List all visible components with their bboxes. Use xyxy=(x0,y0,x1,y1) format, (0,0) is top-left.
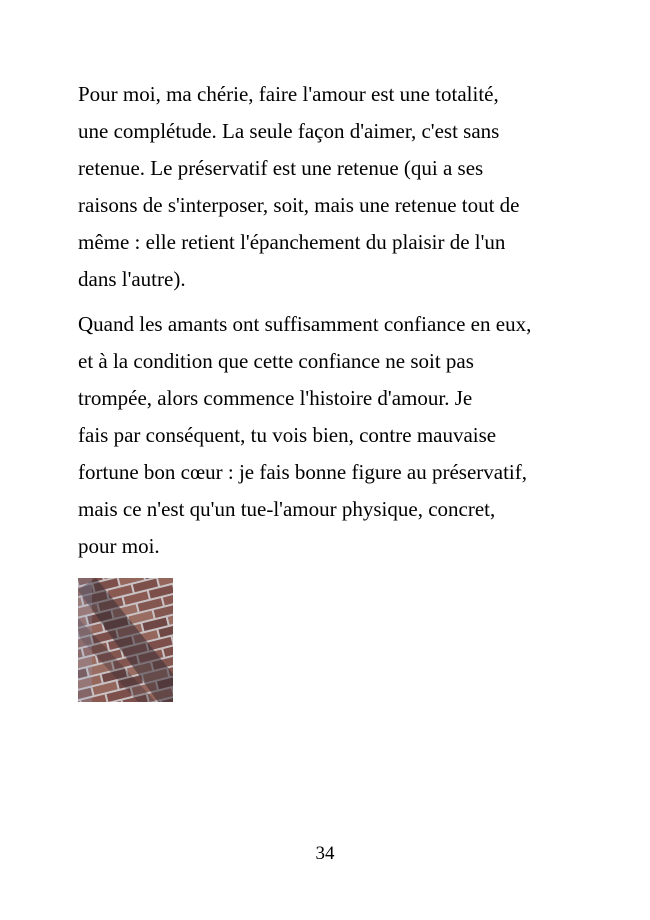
text-line: une complétude. La seule façon d'aimer, c'est sans xyxy=(78,119,500,143)
text-line: même : elle retient l'épanchement du plaisir de l'un xyxy=(78,230,506,254)
text-line: fortune bon cœur : je fais bonne figure au préservatif, xyxy=(78,460,527,484)
paragraph-1 xyxy=(78,76,598,298)
text-line: et à la condition que cette confiance ne soit pas xyxy=(78,349,474,373)
text-line: pour moi. xyxy=(78,534,160,558)
brick-wall-image xyxy=(78,578,173,702)
brick-wall-photo xyxy=(78,578,173,702)
text-line: fais par conséquent, tu vois bien, contre mauvaise xyxy=(78,423,497,447)
text-line: mais ce n'est qu'un tue-l'amour physique, concret, xyxy=(78,497,496,521)
text-line: Quand les amants ont suffisamment confiance en eux, xyxy=(78,312,532,336)
body-text xyxy=(78,76,598,573)
text-line: raisons de s'interposer, soit, mais une retenue tout de xyxy=(78,193,520,217)
page-number: 34 xyxy=(315,843,335,864)
text-line: Pour moi, ma chérie, faire l'amour est une totalité, xyxy=(78,82,499,106)
text-line: dans l'autre). xyxy=(78,267,186,291)
text-line: retenue. Le préservatif est une retenue (qui a ses xyxy=(78,156,484,180)
text-line: trompée, alors commence l'histoire d'amour. Je xyxy=(78,386,473,410)
paragraph-2 xyxy=(78,306,598,565)
